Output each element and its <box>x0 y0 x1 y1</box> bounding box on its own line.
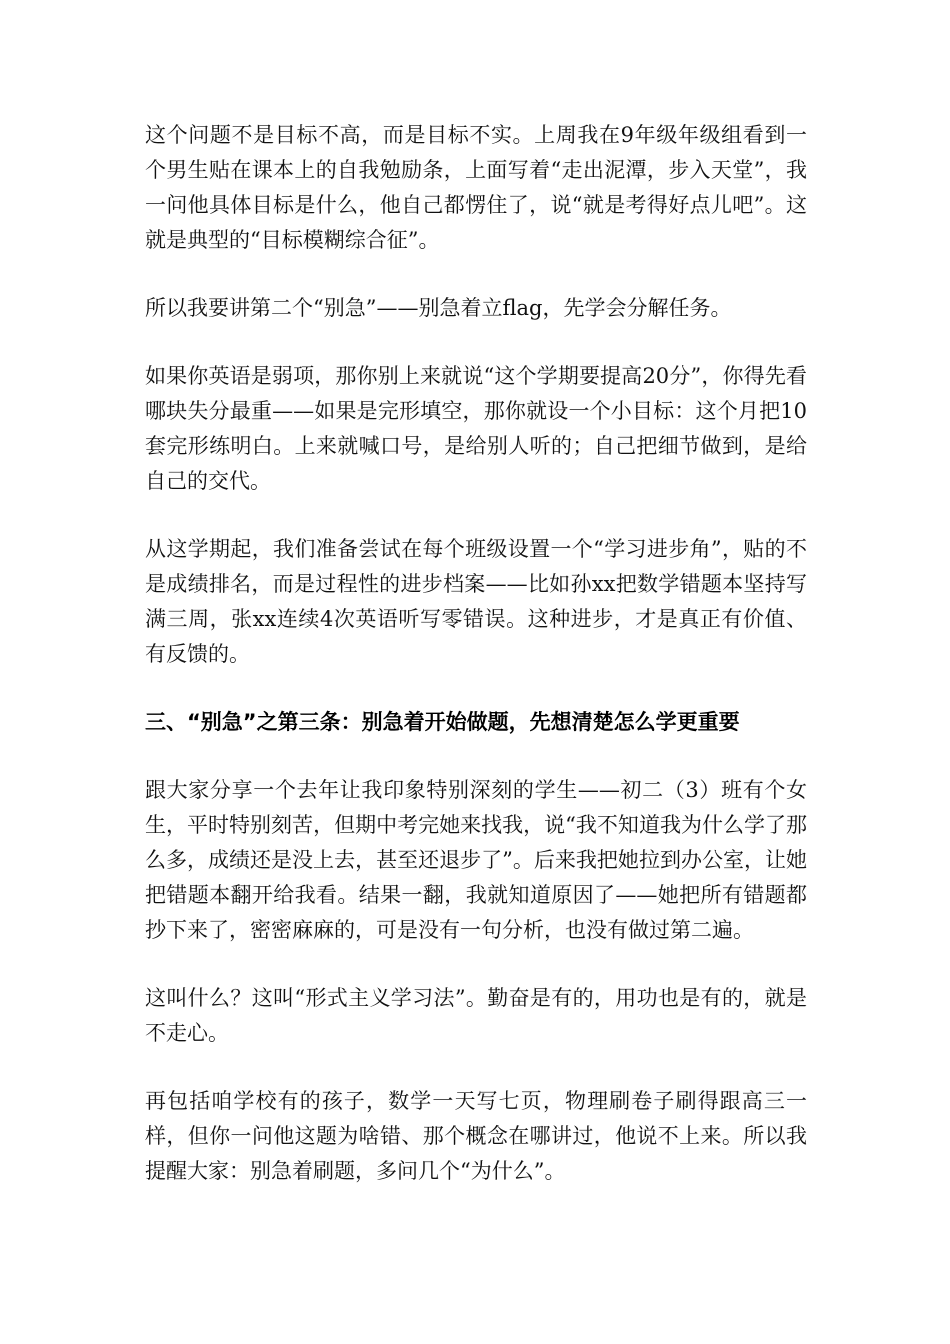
paragraph-progress-corner: 从这学期起，我们准备尝试在每个班级设置一个“学习进步角”，贴的不是成绩排名，而是过程性的进步档案——比如孙xx把数学错题本坚持写满三周，张xx连续4次英语听写零错误。这种进步，才是真正有价值、有反馈的。 <box>145 537 807 666</box>
paragraph-target-vague: 这个问题不是目标不高，而是目标不实。上周我在9年级年级组看到一个男生贴在课本上的自我勉励条，上面写着“走出泥潭，步入天堂”，我一问他具体目标是什么，他自己都愣住了，说“就是考得好点儿吧”。这就是典型的“目标模糊综合征”。 <box>145 123 807 252</box>
document-body <box>145 118 807 1222</box>
paragraph-second-dont-rush: 所以我要讲第二个“别急”——别急着立flag，先学会分解任务。 <box>145 296 732 320</box>
paragraph-student-story: 跟大家分享一个去年让我印象特别深刻的学生——初二（3）班有个女生，平时特别刻苦，但期中考完她来找我，说“我不知道我为什么学了那么多，成绩还是没上去，甚至还退步了”。后来我把她拉到办公室，让她把错题本翻开给我看。结果一翻，我就知道原因了——她把所有错题都抄下来了，密密麻麻的，可是没有一句分析，也没有做过第二遍。 <box>145 778 807 942</box>
section-heading-third: 三、“别急”之第三条：别急着开始做题，先想清楚怎么学更重要 <box>145 710 740 734</box>
paragraph-english-example: 如果你英语是弱项，那你别上来就说“这个学期要提高20分”，你得先看哪块失分最重——如果是完形填空，那你就设一个小目标：这个月把10套完形练明白。上来就喊口号，是给别人听的；自己把细节做到，是给自己的交代。 <box>145 364 807 493</box>
paragraph-formalism: 这叫什么？这叫“形式主义学习法”。勤奋是有的，用功也是有的，就是不走心。 <box>145 986 807 1045</box>
paragraph-ask-why: 再包括咱学校有的孩子，数学一天写七页，物理刷卷子刷得跟高三一样，但你一问他这题为啥错、那个概念在哪讲过，他说不上来。所以我提醒大家：别急着刷题，多问几个“为什么”。 <box>145 1089 807 1183</box>
